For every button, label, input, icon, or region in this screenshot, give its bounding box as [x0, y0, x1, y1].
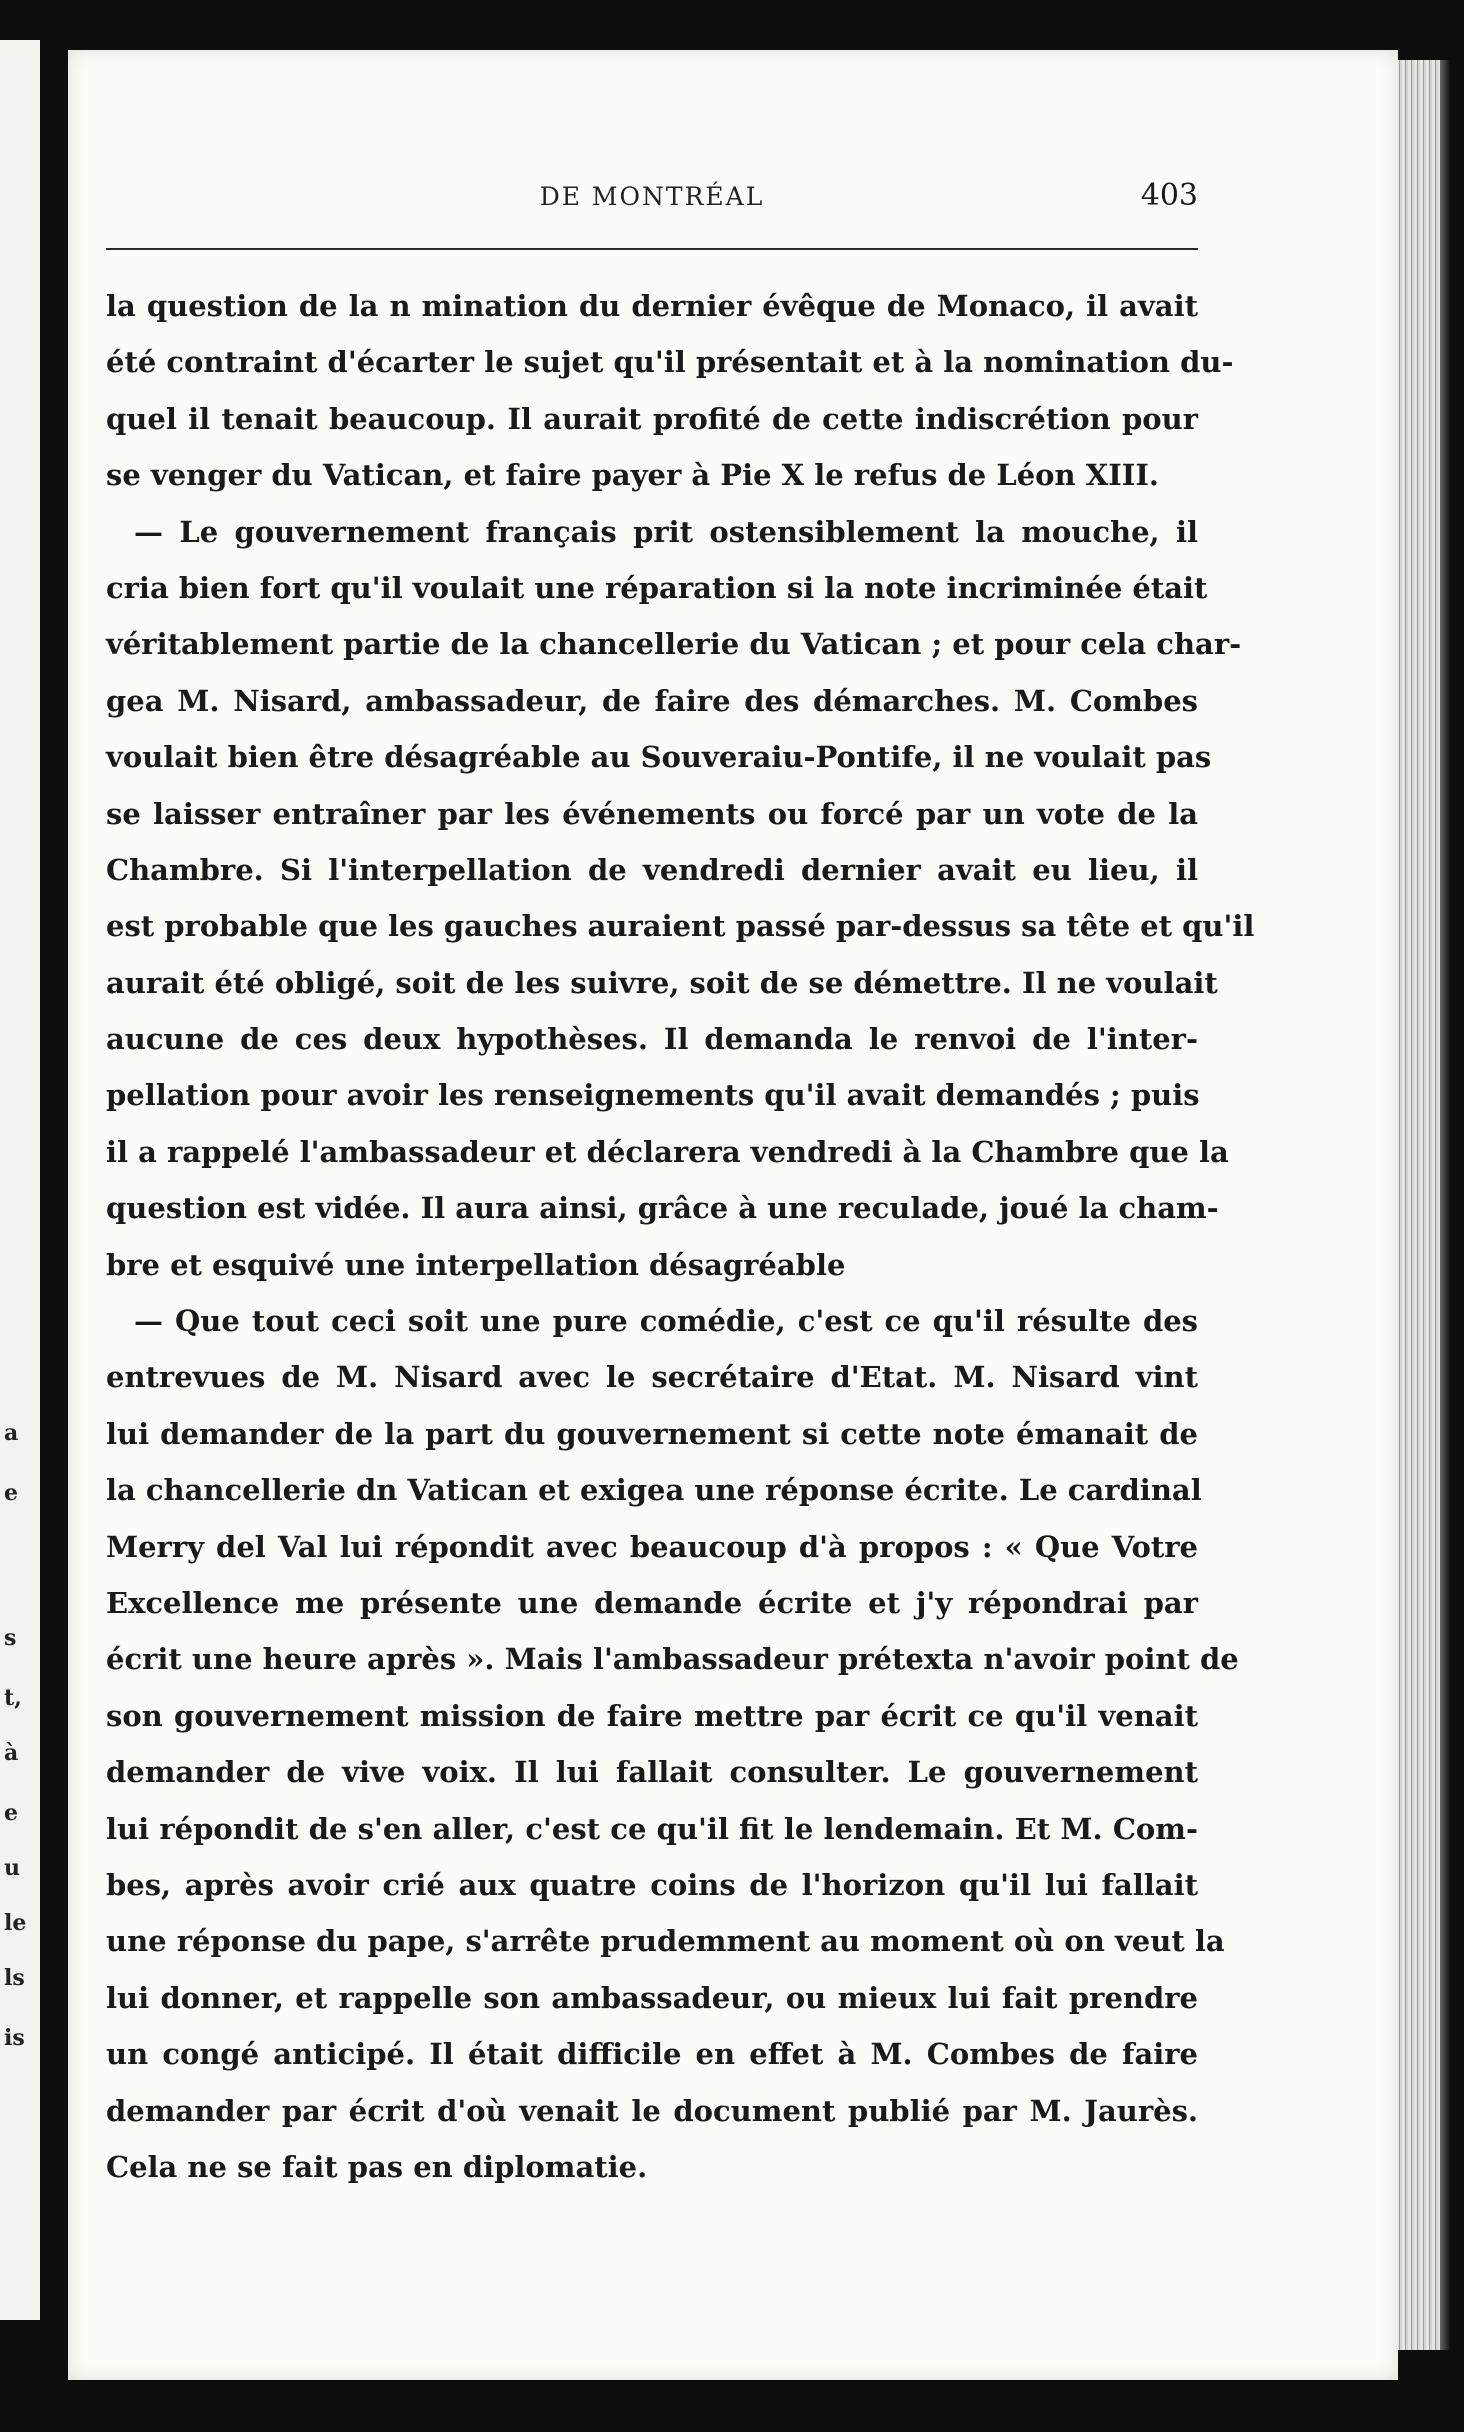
text-line: est probable que les gauches auraient passé par-dessus sa tête et qu'il — [106, 909, 1255, 944]
text-line: véritablement partie de la chancellerie du Vatican ; et pour cela char- — [106, 627, 1242, 662]
header-rule — [106, 248, 1198, 250]
body-text — [106, 278, 1255, 2195]
margin-fragment: ls — [4, 1965, 25, 1991]
text-line: un congé anticipé. Il était difficile en effet à M. Combes de faire — [106, 2037, 1198, 2072]
text-line: — Que tout ceci soit une pure comédie, c'est ce qu'il résulte des — [134, 1304, 1198, 1339]
margin-fragment: is — [4, 2025, 25, 2051]
text-line: demander de vive voix. Il lui fallait consulter. Le gouvernement — [106, 1755, 1198, 1790]
text-line: aucune de ces deux hypothèses. Il demanda le renvoi de l'inter- — [106, 1022, 1198, 1057]
text-line: Excellence me présente une demande écrite et j'y répondrai par — [106, 1585, 1198, 1620]
margin-fragment: e — [4, 1480, 18, 1506]
margin-fragment: u — [4, 1855, 20, 1881]
text-line: lui donner, et rappelle son ambassadeur, ou mieux lui fait prendre — [106, 1980, 1198, 2015]
text-line: cria bien fort qu'il voulait une réparation si la note incriminée était — [106, 570, 1208, 605]
page-stack-edges — [1390, 60, 1450, 2350]
text-line: été contraint d'écarter le sujet qu'il présentait et à la nomination du- — [106, 345, 1234, 380]
text-line: voulait bien être désagréable au Souveraiu-Pontife, il ne voulait pas — [106, 740, 1212, 775]
text-line: question est vidée. Il aura ainsi, grâce à une reculade, joué la cham- — [106, 1191, 1219, 1226]
margin-fragment: le — [4, 1910, 27, 1936]
text-line: se venger du Vatican, et faire payer à Pie X le refus de Léon XIII. — [106, 458, 1159, 493]
facing-page-edge — [0, 40, 40, 2320]
margin-fragment: a — [4, 1420, 19, 1446]
text-line: demander par écrit d'où venait le document publié par M. Jaurès. — [106, 2093, 1198, 2128]
text-line: bes, après avoir crié aux quatre coins de l'horizon qu'il lui fallait — [106, 1867, 1198, 1902]
text-line: la chancellerie dn Vatican et exigea une réponse écrite. Le cardinal — [106, 1473, 1202, 1508]
text-line: quel il tenait beaucoup. Il aurait profité de cette indiscrétion pour — [106, 401, 1198, 436]
text-line: son gouvernement mission de faire mettre par écrit ce qu'il venait — [106, 1698, 1198, 1733]
text-line: Merry del Val lui répondit avec beaucoup d'à propos : « Que Votre — [106, 1529, 1198, 1564]
text-line: se laisser entraîner par les événements ou forcé par un vote de la — [106, 796, 1198, 831]
text-line: entrevues de M. Nisard avec le secrétaire d'Etat. M. Nisard vint — [106, 1360, 1198, 1395]
binding-shadow — [1440, 60, 1450, 2350]
margin-fragment: e — [4, 1800, 18, 1826]
text-line: pellation pour avoir les renseignements qu'il avait demandés ; puis — [106, 1078, 1200, 1113]
text-line: Chambre. Si l'interpellation de vendredi dernier avait eu lieu, il — [106, 852, 1198, 887]
text-line: lui demander de la part du gouvernement si cette note émanait de — [106, 1416, 1198, 1451]
text-line: Cela ne se fait pas en diplomatie. — [106, 2149, 648, 2184]
running-head — [106, 178, 1198, 224]
text-line: gea M. Nisard, ambassadeur, de faire des démarches. M. Combes — [106, 683, 1198, 718]
text-line: bre et esquivé une interpellation désagréable — [106, 1247, 846, 1282]
margin-fragment: à — [4, 1740, 19, 1766]
text-line: une réponse du pape, s'arrête prudemment au moment où on veut la — [106, 1924, 1225, 1959]
page-number: 403 — [1140, 178, 1198, 213]
text-line: la question de la n mination du dernier évêque de Monaco, il avait — [106, 289, 1198, 323]
margin-fragment: t, — [4, 1685, 22, 1711]
text-line: aurait été obligé, soit de les suivre, soit de se démettre. Il ne voulait — [106, 965, 1218, 1000]
text-line: écrit une heure après ». Mais l'ambassadeur prétexta n'avoir point de — [106, 1642, 1239, 1677]
margin-fragment: s — [4, 1625, 17, 1651]
text-line: il a rappelé l'ambassadeur et déclarera vendredi à la Chambre que la — [106, 1134, 1229, 1169]
running-title: DE MONTRÉAL — [539, 182, 765, 211]
text-line: lui répondit de s'en aller, c'est ce qu'il fit le lendemain. Et M. Com- — [106, 1811, 1198, 1846]
text-line: — Le gouvernement français prit ostensiblement la mouche, il — [134, 514, 1198, 549]
